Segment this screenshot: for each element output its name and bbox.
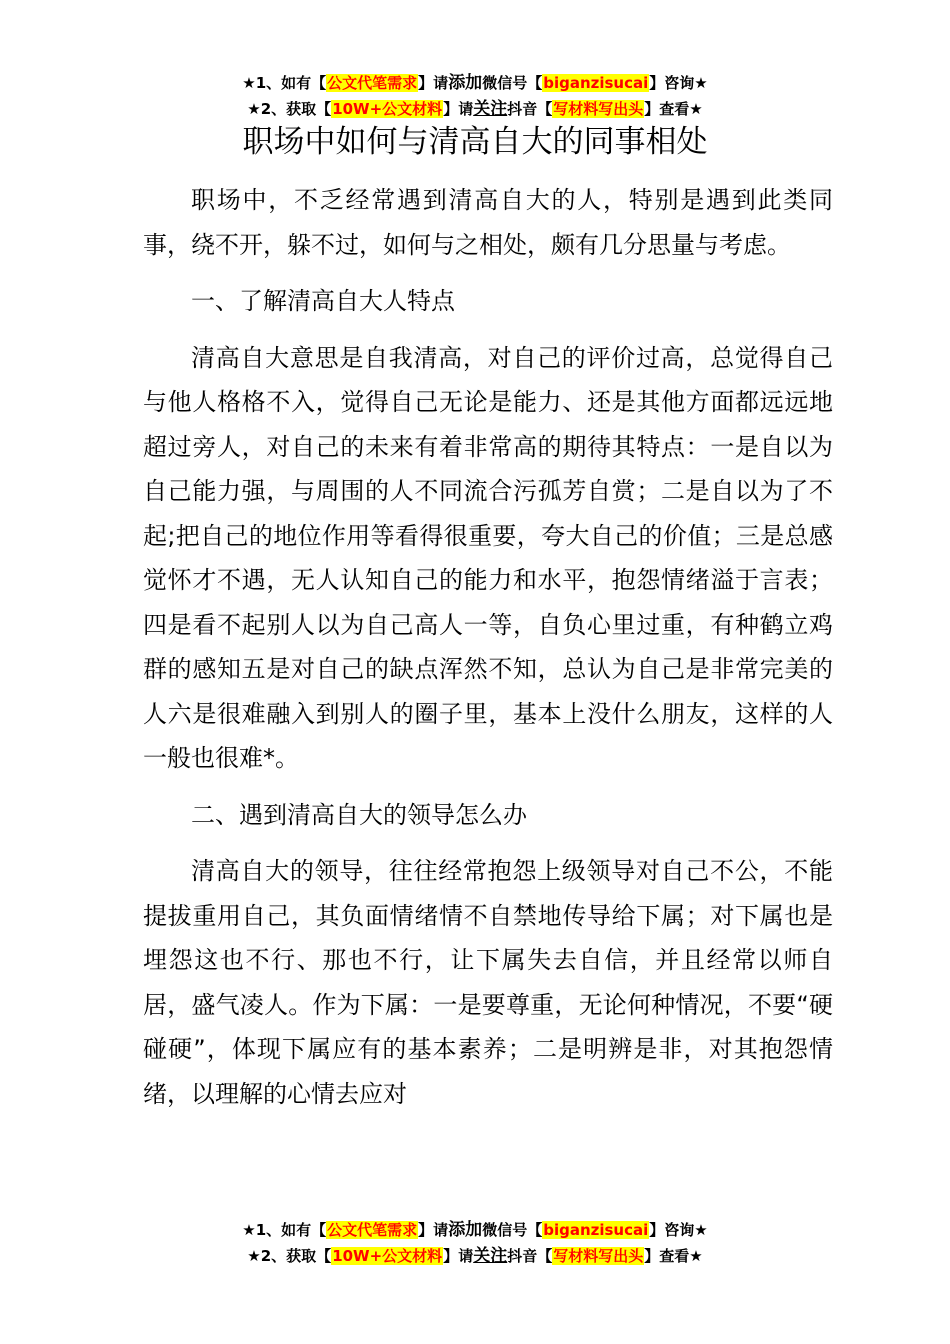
banner-text: 】请 [443, 100, 474, 118]
banner-text: 】咨询★ [649, 1221, 708, 1239]
banner-text: 抖音【 [507, 1247, 553, 1265]
footer-line-2 [0, 1243, 950, 1269]
emphasis-add: 添加 [448, 1220, 483, 1240]
banner-line-1 [0, 70, 950, 96]
paragraph-section-1: 清高自大意思是自我清高，对自己的评价过高，总觉得自己与他人格格不入，觉得自己无论是能力、还是其他方面都远远地超过旁人，对自己的未来有着非常高的期待其特点：一是自以为自己能力强，与周围的人不同流合污孤芳自赏；二是自以为了不起;把自己的地位作用等看得很重要，夸大自己的价值；三是总感觉怀才不遇，无人认知自己的能力和水平，抱怨情绪溢于言表；四是看不起别人以为自己高人一等，自负心里过重，有种鹤立鸡群的感知五是对自己的缺点浑然不知，总认为自己是非常完美的人六是很难融入到别人的圈子里，基本上没什么朋友，这样的人一般也很难*。 [143, 343, 833, 772]
banner-text: 微信号【 [482, 1221, 543, 1239]
highlight-service: 公文代笔需求 [327, 1221, 418, 1239]
highlight-wechat-id: biganzisucai [543, 1221, 649, 1239]
emphasis-follow: 关注 [473, 99, 508, 119]
document-title: 职场中如何与清高自大的同事相处 [242, 124, 708, 160]
banner-text: 】请 [443, 1247, 474, 1265]
banner-text: 】请 [418, 1221, 449, 1239]
banner-text: ★2、获取【 [247, 1247, 332, 1265]
paragraph-intro: 职场中，不乏经常遇到清高自大的人，特别是遇到此类同事，绕不开，躲不过，如何与之相处，颇有几分思量与考虑。 [143, 186, 833, 259]
emphasis-follow: 关注 [473, 1246, 508, 1266]
highlight-materials: 10W+公文材料 [332, 1247, 443, 1265]
banner-text: ★1、如有【 [242, 74, 327, 92]
banner-text: 】查看★ [644, 100, 703, 118]
footer-banner [0, 1217, 950, 1269]
banner-text: 】查看★ [644, 1247, 703, 1265]
emphasis-add: 添加 [448, 73, 483, 93]
banner-line-2 [0, 96, 950, 122]
heading-section-1: 一、了解清高自大人特点 [191, 287, 455, 315]
document-body [143, 178, 833, 1116]
highlight-douyin: 写材料写出头 [553, 100, 644, 118]
banner-text: 】请 [418, 74, 449, 92]
highlight-service: 公文代笔需求 [327, 74, 418, 92]
paragraph-section-2: 清高自大的领导，往往经常抱怨上级领导对自己不公，不能提拔重用自己，其负面情绪情不自禁地传导给下属；对下属也是埋怨这也不行、那也不行，让下属失去自信，并且经常以师自居，盛气凌人。作为下属：一是要尊重，无论何种情况，不要“硬碰硬”，体现下属应有的基本素养；二是明辨是非，对其抱怨情绪，以理解的心情去应对 [143, 857, 833, 1108]
highlight-douyin: 写材料写出头 [553, 1247, 644, 1265]
banner-text: 抖音【 [507, 100, 553, 118]
footer-line-1 [0, 1217, 950, 1243]
header-banner [0, 70, 950, 122]
banner-text: ★1、如有【 [242, 1221, 327, 1239]
heading-section-2: 二、遇到清高自大的领导怎么办 [191, 800, 527, 829]
banner-text: 】咨询★ [649, 74, 708, 92]
banner-text: ★2、获取【 [247, 100, 332, 118]
highlight-wechat-id: biganzisucai [543, 74, 649, 92]
highlight-materials: 10W+公文材料 [332, 100, 443, 118]
banner-text: 微信号【 [482, 74, 543, 92]
